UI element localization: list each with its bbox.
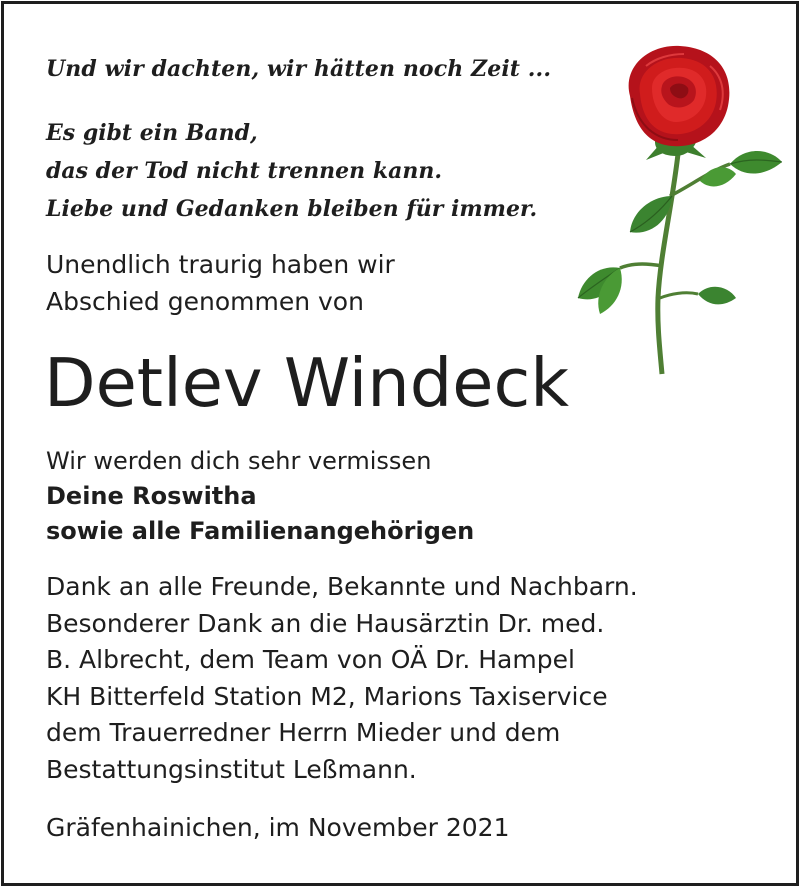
- thanks-line: Dank an alle Freunde, Bekannte und Nachbarn.: [46, 572, 638, 601]
- signature-line: Deine Roswitha: [46, 482, 257, 510]
- thanks-line: dem Trauerredner Herrn Mieder und dem: [46, 718, 561, 747]
- intro-text: [46, 246, 395, 320]
- intro-line: Unendlich traurig haben wir: [46, 250, 395, 279]
- motto-line: Und wir dachten, wir hätten noch Zeit ...: [46, 56, 552, 82]
- thanks-line: B. Albrecht, dem Team von OÄ Dr. Hampel: [46, 645, 575, 674]
- verse-line: das der Tod nicht trennen kann.: [46, 158, 442, 184]
- intro-line: Abschied genommen von: [46, 287, 364, 316]
- place-and-date: Gräfenhainichen, im November 2021: [46, 813, 510, 842]
- farewell-message: Wir werden dich sehr vermissen: [46, 447, 432, 475]
- thanks-line: KH Bitterfeld Station M2, Marions Taxiservice: [46, 681, 608, 711]
- red-rose-icon: [560, 36, 790, 376]
- verse-line: Es gibt ein Band,: [46, 120, 258, 146]
- thanks-line: Besonderer Dank an die Hausärztin Dr. med.: [46, 608, 605, 638]
- thanks-paragraph: [46, 569, 638, 788]
- signature-line: sowie alle Familienangehörigen: [46, 517, 475, 545]
- deceased-name: Detlev Windeck: [44, 344, 570, 422]
- closing-block: [46, 444, 474, 549]
- thanks-line: Bestattungsinstitut Leßmann.: [46, 754, 417, 784]
- verse-line: Liebe und Gedanken bleiben für immer.: [46, 196, 538, 222]
- memorial-verse: [46, 114, 537, 228]
